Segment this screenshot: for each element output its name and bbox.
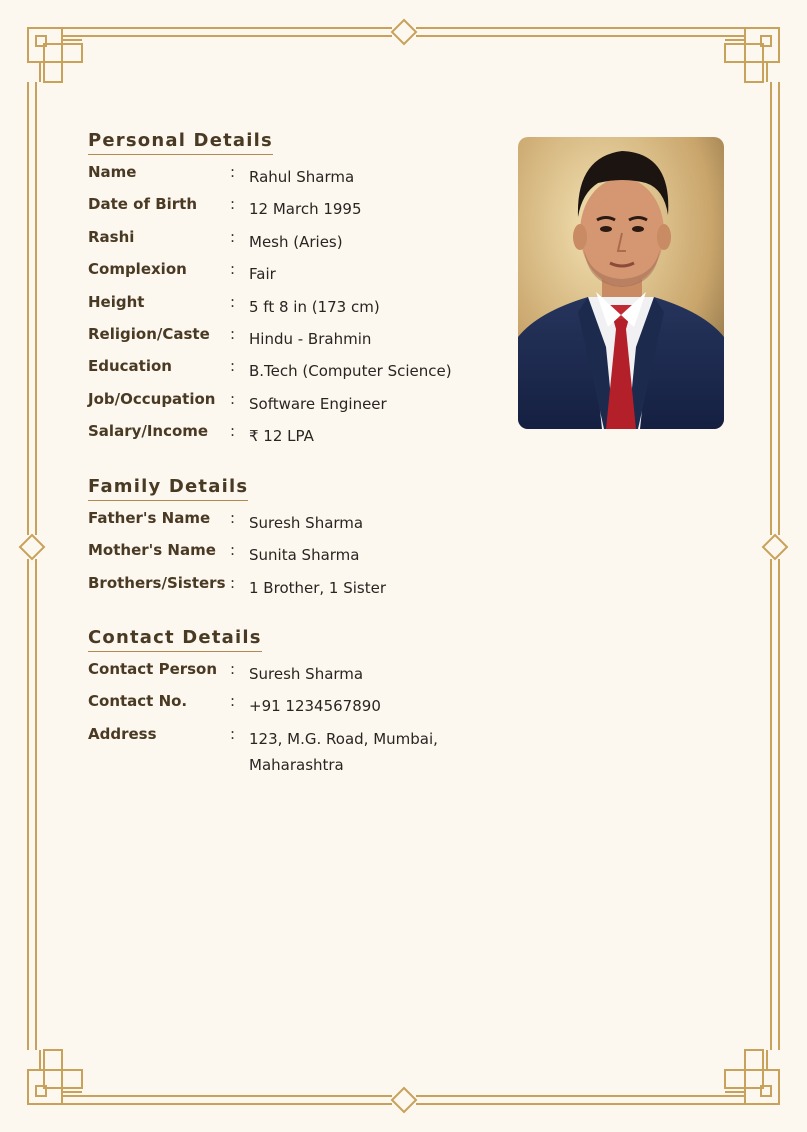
- family-value: [249, 574, 386, 597]
- personal-row: [88, 163, 452, 195]
- family-row: [88, 574, 386, 606]
- personal-label: Religion/Caste: [88, 324, 210, 343]
- personal-label: Height: [88, 292, 145, 311]
- contact-details-list: [88, 660, 438, 781]
- personal-value-text: 12 March 1995: [249, 200, 362, 219]
- contact-label: Contact No.: [88, 692, 188, 711]
- family-details-list: [88, 509, 386, 606]
- personal-details-list: [88, 163, 452, 455]
- contact-label: Address: [88, 724, 157, 743]
- personal-row: [88, 228, 452, 260]
- separator: :: [230, 389, 236, 408]
- contact-row: [88, 725, 438, 781]
- contact-value: [249, 660, 363, 683]
- personal-row: [88, 325, 452, 357]
- separator: :: [230, 692, 236, 711]
- personal-value: [249, 195, 362, 218]
- personal-value: [249, 163, 354, 186]
- family-row: [88, 509, 386, 541]
- personal-value-text: B.Tech (Computer Science): [249, 362, 452, 381]
- separator: :: [230, 163, 236, 181]
- personal-label: Education: [88, 357, 172, 376]
- personal-row: [88, 293, 452, 325]
- personal-label: Name: [88, 163, 137, 181]
- personal-value-text: ₹ 12 LPA: [249, 427, 314, 446]
- contact-details-heading: Contact Details: [88, 627, 262, 652]
- separator: :: [230, 509, 236, 527]
- personal-value-text: Software Engineer: [249, 394, 387, 413]
- separator: :: [230, 195, 236, 214]
- separator: :: [230, 541, 236, 560]
- separator: :: [230, 227, 236, 246]
- contact-value-text: +91 1234567890: [249, 697, 381, 716]
- personal-value: [249, 390, 387, 413]
- separator: :: [230, 422, 236, 441]
- family-value: [249, 541, 359, 564]
- personal-row: [88, 390, 452, 422]
- contact-row: [88, 660, 438, 692]
- personal-value-text: Hindu - Brahmin: [249, 329, 372, 348]
- separator: :: [230, 660, 236, 678]
- personal-value-text: Mesh (Aries): [249, 232, 343, 251]
- personal-row: [88, 195, 452, 227]
- family-value-text: Suresh Sharma: [249, 514, 364, 532]
- family-label: Father's Name: [88, 509, 211, 527]
- personal-row: [88, 422, 452, 454]
- separator: :: [230, 324, 236, 343]
- family-value-text: Sunita Sharma: [249, 546, 360, 565]
- separator: :: [230, 573, 236, 592]
- personal-row: [88, 357, 452, 389]
- personal-label: Job/Occupation: [88, 389, 216, 408]
- family-label: Brothers/Sisters: [88, 573, 226, 592]
- family-value-text: 1 Brother, 1 Sister: [249, 578, 387, 597]
- contact-row: [88, 692, 438, 724]
- contact-value-text-line2: Maharashtra: [249, 755, 344, 774]
- personal-value: [249, 325, 371, 348]
- personal-value: [249, 357, 452, 380]
- family-row: [88, 541, 386, 573]
- family-details-heading: Family Details: [88, 476, 248, 501]
- personal-details-heading: Personal Details: [88, 130, 273, 155]
- personal-value-text: Fair: [249, 265, 276, 284]
- personal-value-text: 5 ft 8 in (173 cm): [249, 297, 380, 316]
- personal-row: [88, 260, 452, 292]
- contact-value: [249, 692, 381, 715]
- personal-label: Salary/Income: [88, 422, 209, 441]
- family-value: [249, 509, 363, 532]
- contact-value-text: Suresh Sharma: [249, 665, 364, 683]
- separator: :: [230, 292, 236, 311]
- personal-value: [249, 422, 314, 445]
- personal-details-section: [88, 130, 452, 455]
- personal-label: Complexion: [88, 260, 187, 279]
- contact-value: [249, 725, 438, 774]
- contact-value-text: 123, M.G. Road, Mumbai,: [249, 729, 438, 748]
- family-details-section: [88, 476, 386, 606]
- personal-label: Date of Birth: [88, 195, 198, 214]
- personal-value-text: Rahul Sharma: [249, 168, 355, 186]
- personal-value: [249, 260, 276, 283]
- personal-label: Rashi: [88, 227, 135, 246]
- family-label: Mother's Name: [88, 541, 216, 560]
- separator: :: [230, 724, 236, 743]
- contact-details-section: [88, 627, 438, 781]
- separator: :: [230, 357, 236, 376]
- personal-value: [249, 293, 380, 316]
- contact-label: Contact Person: [88, 660, 218, 678]
- separator: :: [230, 260, 236, 279]
- personal-value: [249, 228, 343, 251]
- profile-photo: [518, 137, 724, 429]
